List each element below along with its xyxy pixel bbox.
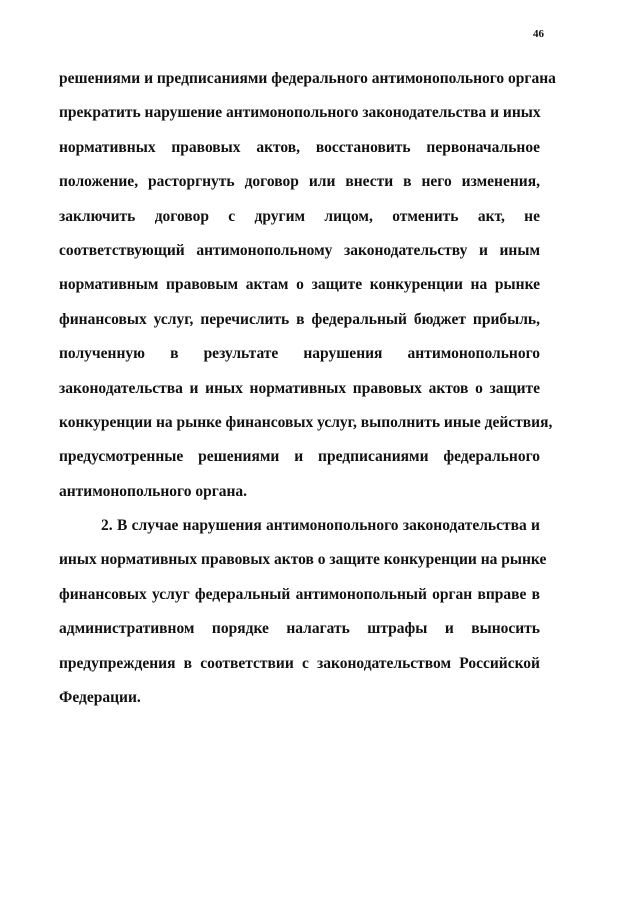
paragraph-1 (59, 62, 556, 509)
page-number: 46 (533, 28, 544, 40)
text-line: законодательства и иных нормативных правовых актов о защите (59, 379, 540, 397)
text-line: соответствующий антимонопольному законодательству и иным (59, 241, 540, 259)
text-line: финансовых услуг, перечислить в федеральный бюджет прибыль, (59, 310, 540, 328)
text-line: предусмотренные решениями и предписаниями федерального (59, 448, 540, 466)
text-line: Федерации. (59, 689, 141, 707)
text-line: решениями и предписаниями федерального антимонопольного органа (59, 70, 556, 87)
text-line: 2. В случае нарушения антимонопольного законодательства и (101, 517, 540, 535)
document-body (59, 62, 556, 715)
text-line: предупреждения в соответствии с законодательством Российской (59, 654, 540, 672)
text-line: прекратить нарушение антимонопольного законодательства и иных (59, 104, 541, 122)
paragraph-2 (59, 509, 547, 715)
text-line: административном порядке налагать штрафы и выносить (59, 620, 540, 638)
text-line: заключить договор с другим лицом, отменить акт, не (59, 207, 540, 225)
text-line: нормативных правовых актов, восстановить первоначальное (59, 138, 540, 156)
text-line: нормативным правовым актам о защите конкуренции на рынке (59, 276, 540, 294)
text-line: иных нормативных правовых актов о защите конкуренции на рынке (59, 551, 547, 569)
text-line: финансовых услуг федеральный антимонопольный орган вправе в (59, 585, 540, 603)
text-line: положение, расторгнуть договор или внести в него изменения, (59, 173, 540, 191)
text-line: антимонопольного органа. (59, 482, 248, 500)
text-line: полученную в результате нарушения антимонопольного (59, 345, 540, 363)
text-line: конкуренции на рынке финансовых услуг, выполнить иные действия, (59, 413, 553, 431)
